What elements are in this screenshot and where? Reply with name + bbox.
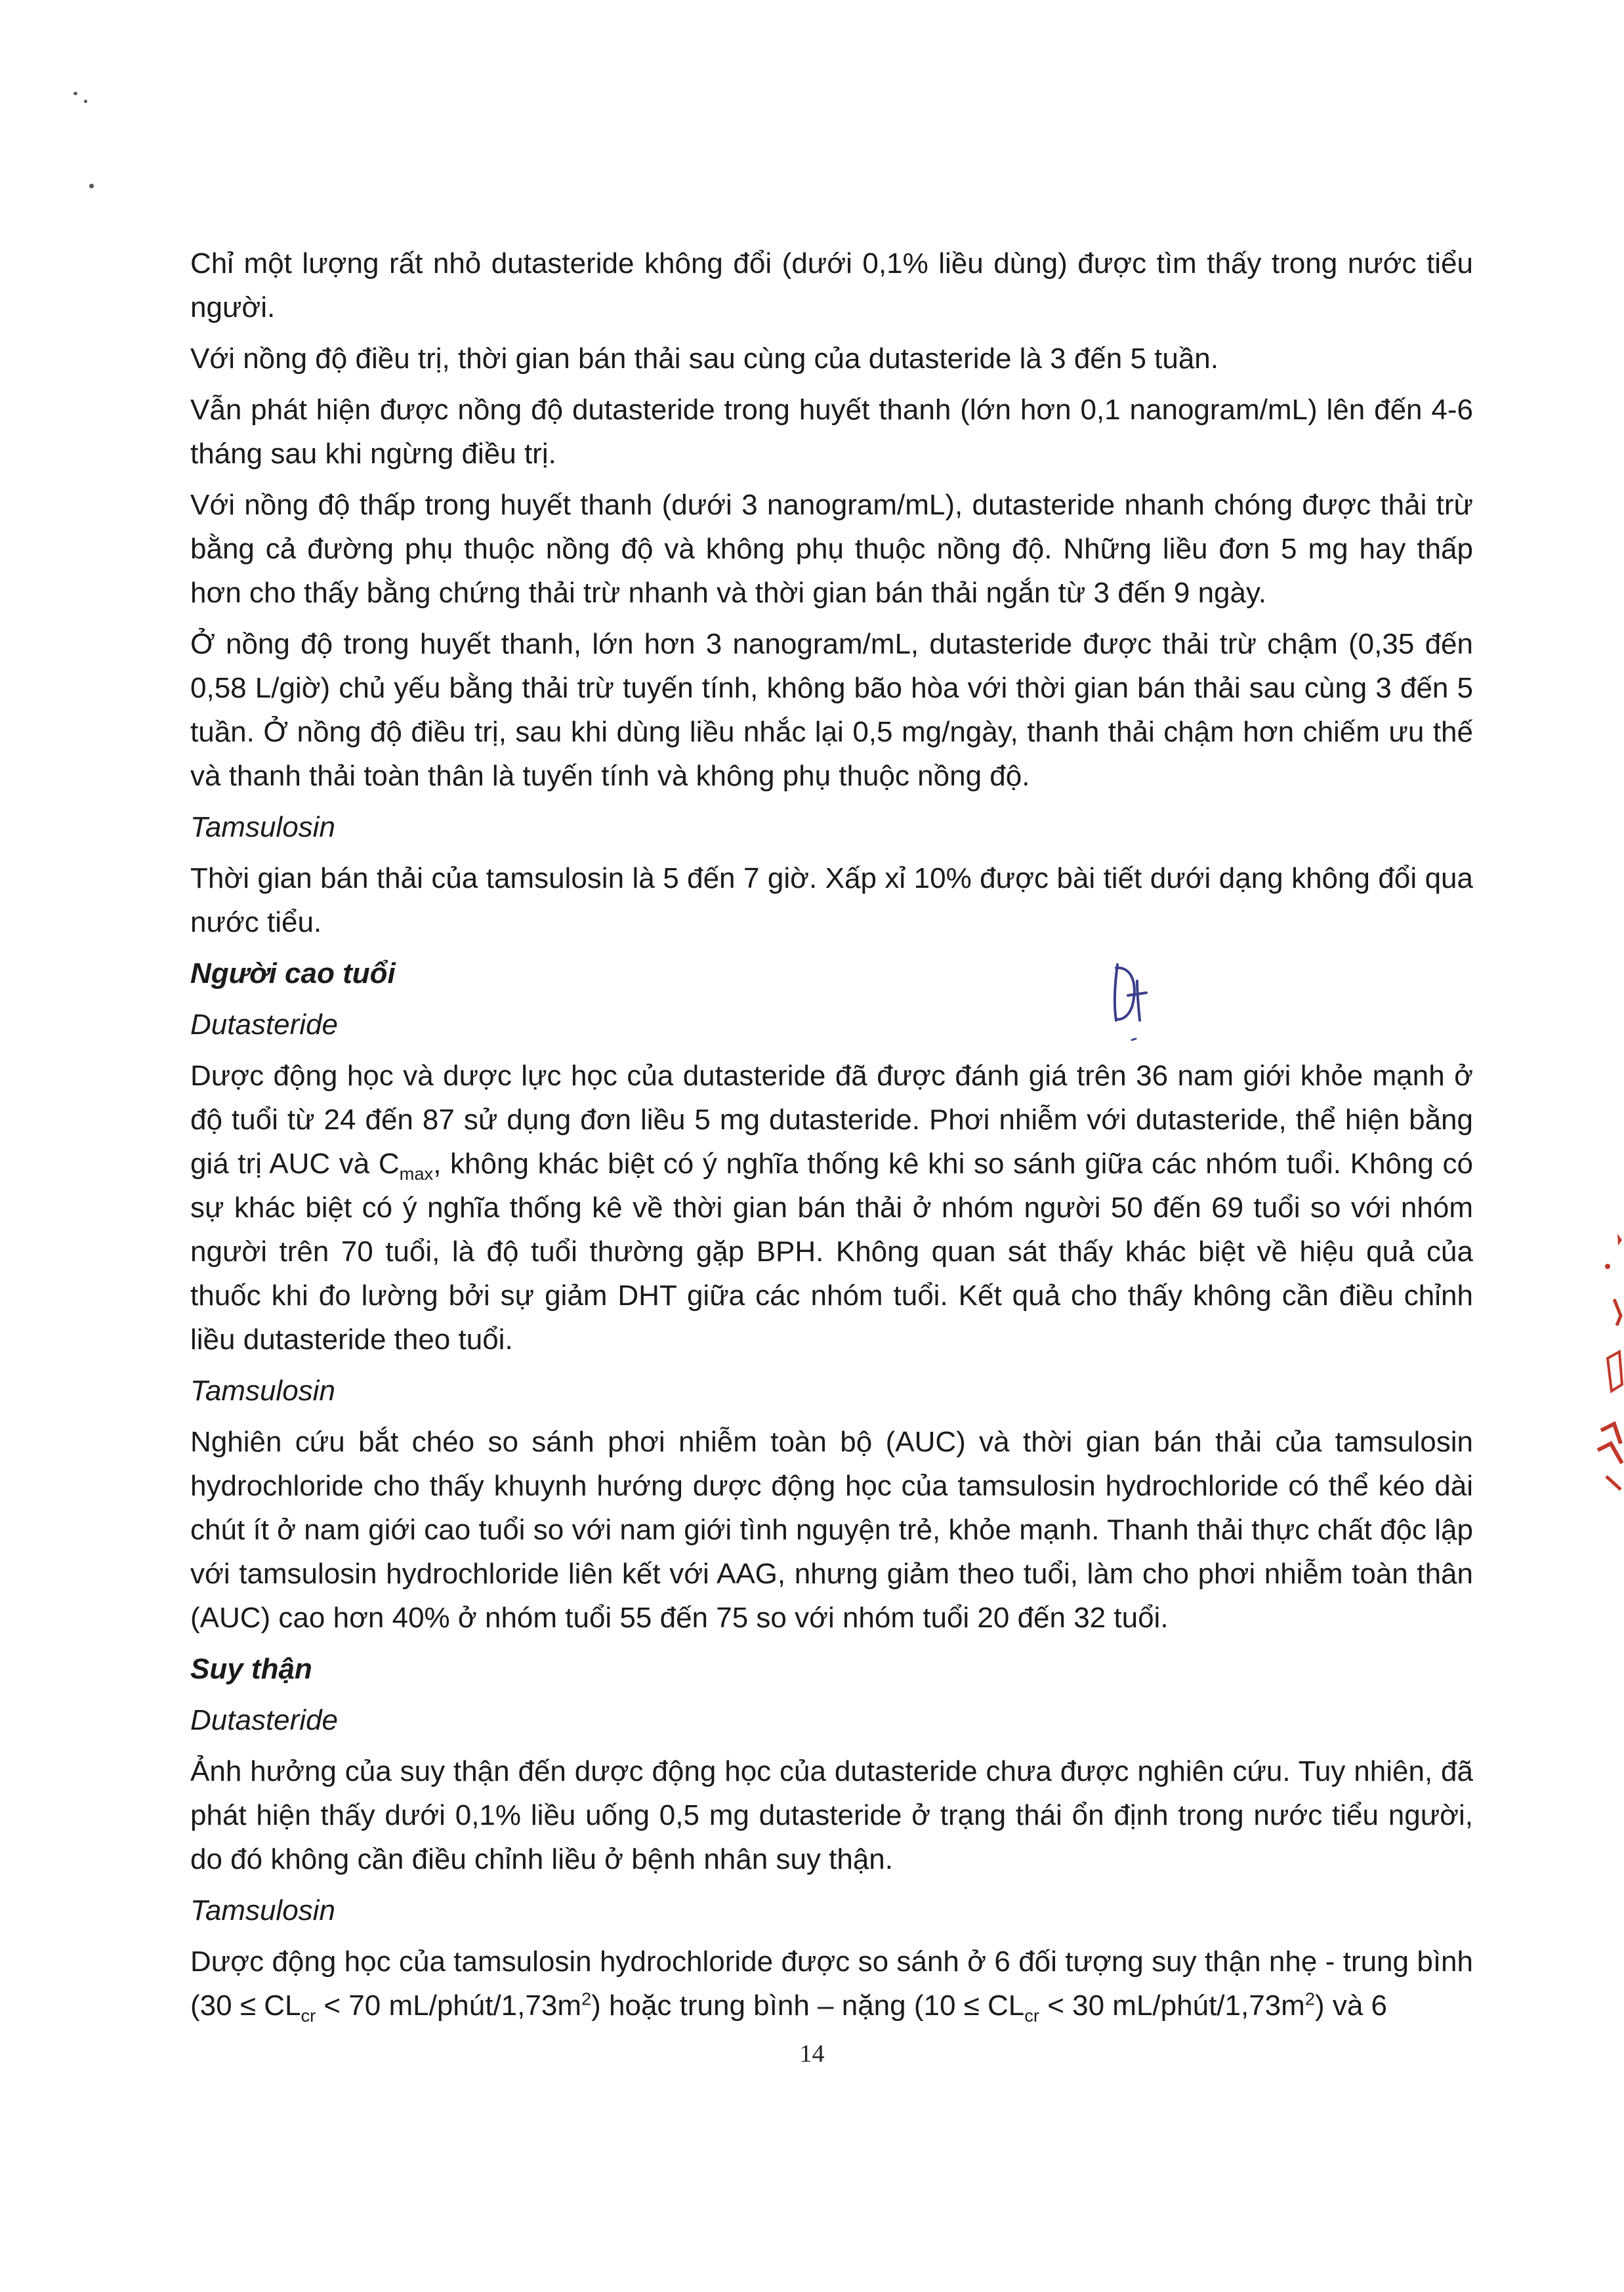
body-paragraph: Chỉ một lượng rất nhỏ dutasteride không đổi (dưới 0,1% liều dùng) được tìm thấy trong nước tiểu người. bbox=[190, 247, 1473, 323]
body-paragraph: Ở nồng độ trong huyết thanh, lớn hơn 3 nanogram/mL, dutasteride được thải trừ chậm (0,35 đến 0,58 L/giờ) chủ yếu bằng thải trừ tuyến tính, không bão hòa với thời gian bán thải sau cùng 3 đến 5 tuần. Ở nồng độ điều trị, sau khi dùng liều nhắc lại 0,5 mg/ngày, thanh thải chậm hơn chiếm ưu thế và thanh thải toàn thân là tuyến tính và không phụ thuộc nồng độ. bbox=[190, 628, 1473, 792]
drug-subheading: Tamsulosin bbox=[190, 1894, 335, 1927]
body-paragraph: Vẫn phát hiện được nồng độ dutasteride trong huyết thanh (lớn hơn 0,1 nanogram/mL) lên đến 4-6 tháng sau khi ngừng điều trị. bbox=[190, 394, 1473, 470]
section-heading: Suy thận bbox=[190, 1653, 312, 1685]
drug-subheading: Dutasteride bbox=[190, 1704, 339, 1736]
handwritten-initials bbox=[1106, 955, 1158, 1047]
body-paragraph: Với nồng độ điều trị, thời gian bán thải sau cùng của dutasteride là 3 đến 5 tuần. bbox=[190, 343, 1219, 375]
edge-stamp-fragment bbox=[1588, 1227, 1624, 1503]
body-paragraph: Với nồng độ thấp trong huyết thanh (dưới 3 nanogram/mL), dutasteride nhanh chóng được thải trừ bằng cả đường phụ thuộc nồng độ và không phụ thuộc nồng độ. Những liều đơn 5 mg hay thấp hơn cho thấy bằng chứng thải trừ nhanh và thời gian bán thải ngắn từ 3 đến 9 ngày. bbox=[190, 489, 1473, 609]
section-heading: Người cao tuổi bbox=[190, 957, 396, 990]
drug-subheading: Tamsulosin bbox=[190, 811, 335, 843]
scan-mark bbox=[89, 184, 94, 188]
body-paragraph: Dược động học của tamsulosin hydrochloride được so sánh ở 6 đối tượng suy thận nhẹ - trung bình ($30 \le CL_{cr} < 70$ $mL/phút/1,73m^2$) hoặc trung bình – nặng ($10 \le CL_{cr} < 30$ $mL/phút/1,73m^2$) và 6 bbox=[190, 1946, 1473, 2026]
page-number: 14 bbox=[799, 2040, 825, 2068]
body-paragraph: Ảnh hưởng của suy thận đến dược động học của dutasteride chưa được nghiên cứu. Tuy nhiên, đã phát hiện thấy dưới 0,1% liều uống 0,5 mg dutasteride ở trạng thái ổn định trong nước tiểu người, do đó không cần điều chỉnh liều ở bệnh nhân suy thận. bbox=[190, 1755, 1473, 1875]
body-paragraph: Dược động học và dược lực học của dutasteride đã được đánh giá trên 36 nam giới khỏe mạnh ở độ tuổi từ 24 đến 87 sử dụng đơn liều 5 mg dutasteride. Phơi nhiễm với dutasteride, thể hiện bằng giá trị AUC và $C_{max}$, không khác biệt có ý nghĩa thống kê khi so sánh giữa các nhóm tuổi. Không có sự khác biệt có ý nghĩa thống kê về thời gian bán thải ở nhóm người 50 đến 69 tuổi so với nhóm người trên 70 tuổi, là độ tuổi thường gặp BPH. Không quan sát thấy khác biệt về hiệu quả của thuốc khi đo lường bởi sự giảm DHT giữa các nhóm tuổi. Kết quả cho thấy không cần điều chỉnh liều dutasteride theo tuổi. bbox=[190, 1060, 1474, 1356]
scan-mark bbox=[73, 92, 77, 95]
scan-mark bbox=[84, 100, 87, 103]
body-paragraph: Thời gian bán thải của tamsulosin là 5 đến 7 giờ. Xấp xỉ 10% được bài tiết dưới dạng không đổi qua nước tiểu. bbox=[190, 862, 1473, 938]
drug-subheading: Dutasteride bbox=[190, 1009, 339, 1041]
body-paragraph: Nghiên cứu bắt chéo so sánh phơi nhiễm toàn bộ (AUC) và thời gian bán thải của tamsulosin hydrochloride cho thấy khuynh hướng dược động học của tamsulosin hydrochloride có thể kéo dài chút ít ở nam giới cao tuổi so với nam giới tình nguyện trẻ, khỏe mạnh. Thanh thải thực chất độc lập với tamsulosin hydrochloride liên kết với AAG, nhưng giảm theo tuổi, làm cho phơi nhiễm toàn thân (AUC) cao hơn 40% ở nhóm tuổi 55 đến 75 so với nhóm tuổi 20 đến 32 tuổi. bbox=[190, 1426, 1473, 1634]
drug-subheading: Tamsulosin bbox=[190, 1375, 335, 1407]
page-content bbox=[190, 241, 1473, 2035]
